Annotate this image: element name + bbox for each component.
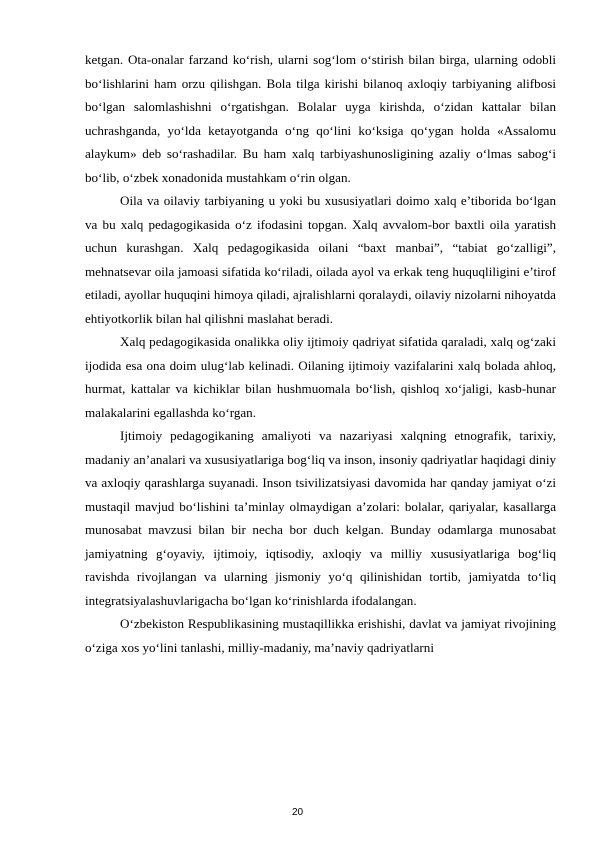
page-number: 20 xyxy=(291,807,304,818)
body-text xyxy=(85,48,556,659)
paragraph-uzbekistan-independence: O‘zbekiston Respublikasining mustaqillikka erishishi, davlat va jamiyat rivojining o‘ziga xos yo‘lini tanlashi, milliy-madaniy, ma’naviy qadriyatlarni xyxy=(85,616,556,655)
paragraph-motherhood: Xalq pedagogikasida onalikka oliy ijtimoiy qadriyat sifatida qaraladi, xalq og‘zaki ijodida esa ona doim ulug‘lab kelinadi. Oilaning ijtimoiy vazifalarini xalq bolada ahloq, hurmat, kattalar va kichiklar bilan hushmuomala bo‘lish, qishloq xo‘jaligi, kasb-hunar malakalarini egallashda ko‘rgan. xyxy=(85,334,556,420)
paragraph-social-pedagogy: Ijtimoiy pedagogikaning amaliyoti va nazariyasi xalqning etnografik, tarixiy, madaniy an’analari va xususiyatlariga bog‘liq va inson, insoniy qadriyatlar haqidagi diniy va axloqiy qarashlarga suyanadi. Inson tsivilizatsiyasi davomida har qanday jamiyat o‘zi mustaqil mavjud bo‘lishini ta’minlay olmaydigan a’zolari: bolalar, qariyalar, kasallarga munosabat mavzusi bilan bir necha bor duch kelgan. Bunday odamlarga munosabat jamiyatning g‘oyaviy, ijtimoiy, iqtisodiy, axloqiy va milliy xususiyatlariga bog‘liq ravishda rivojlangan va ularning jismoniy yo‘q qilinishidan tortib, jamiyatda to‘liq integratsiyalashuvlarigacha bo‘lgan ko‘rinishlarda ifodalangan. xyxy=(85,428,556,608)
paragraph-family-upbringing: Oila va oilaviy tarbiyaning u yoki bu xususiyatlari doimo xalq e’tiborida bo‘lgan va bu xalq pedagogikasida o‘z ifodasini topgan. Xalq avvalom-bor baxtli oila yaratish uchun kurashgan. Xalq pedagogikasida oilani “baxt manbai”, “tabiat go‘zalligi”, mehnatsevar oila jamoasi sifatida ko‘riladi, oilada ayol va erkak teng huquqliligini e’tirof etiladi, ayollar huquqini himoya qiladi, ajralishlarni qoralaydi, oilaviy nizolarni nihoyatda ehtiyotkorlik bilan hal qilishni maslahat beradi. xyxy=(85,193,556,326)
paragraph-continuation: ketgan. Ota-onalar farzand ko‘rish, ularni sog‘lom o‘stirish bilan birga, ularning odobli bo‘lishlarini ham orzu qilishgan. Bola tilga kirishi bilanoq axloqiy tarbiyaning alifbosi bo‘lgan salomlashishni o‘rgatishgan. Bolalar uyga kirishda, o‘zidan kattalar bilan uchrashganda, yo‘lda ketayotganda o‘ng qo‘lini ko‘ksiga qo‘ygan holda «Assalomu alaykum» deb so‘rashadilar. Bu ham xalq tarbiyashunosligining azaliy o‘lmas sabog‘i bo‘lib, o‘zbek xonadonida mustahkam o‘rin olgan. xyxy=(85,52,556,185)
